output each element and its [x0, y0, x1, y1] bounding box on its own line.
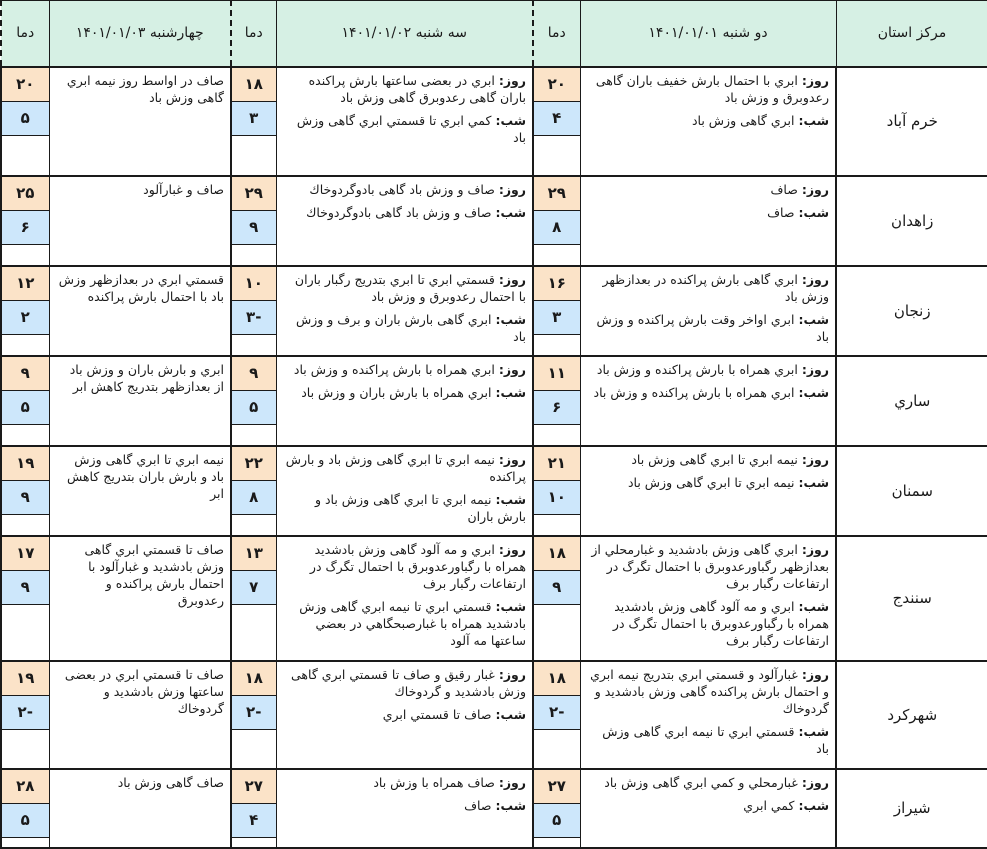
day-text: ابري گاهی بارش پراكنده در بعدازظهر وزش باد: [602, 271, 829, 304]
night-forecast: [589, 384, 830, 401]
night-text: كمي ابري: [743, 797, 795, 813]
day-forecast: [589, 774, 830, 791]
max-temp: ۲۹: [534, 177, 580, 211]
night-forecast: [589, 474, 830, 491]
night-label: شب:: [495, 384, 526, 400]
min-temp: -۲: [534, 696, 580, 730]
day3-text: صاف تا قسمتي ابري گاهی وزش بادشديد و غبارآلود با احتمال بارش پراكنده و رعدوبرق: [84, 541, 224, 608]
forecast-d2: [276, 661, 533, 769]
day-label: روز:: [498, 181, 526, 197]
temp-cell-d2: [231, 266, 276, 356]
max-temp: ۱۱: [534, 357, 580, 391]
temp-cell-d3: [1, 356, 49, 446]
forecast-d2: [276, 176, 533, 266]
day-text: ابري همراه با بارش پراكنده و وزش باد: [293, 361, 495, 377]
night-forecast: [285, 204, 527, 221]
max-temp: ۱۳: [232, 537, 276, 571]
city-name: زنجان: [836, 266, 987, 356]
max-temp: ۱۰: [232, 267, 276, 301]
night-forecast: [285, 384, 527, 401]
forecast-d3: [49, 176, 231, 266]
night-forecast: [589, 112, 830, 129]
min-temp: ۸: [534, 211, 580, 245]
table-row: [1, 266, 987, 356]
night-label: شب:: [798, 474, 829, 490]
table-row: [1, 536, 987, 661]
max-temp: ۱۸: [534, 537, 580, 571]
day-label: روز:: [498, 271, 526, 287]
temp-cell-d3: [1, 266, 49, 356]
day-label: روز:: [801, 271, 829, 287]
night-label: شب:: [495, 204, 526, 220]
forecast-d3: [49, 67, 231, 176]
forecast-d3: [49, 536, 231, 661]
forecast-d1: [580, 176, 836, 266]
night-forecast: [285, 311, 527, 345]
max-temp: ۲۰: [534, 68, 580, 102]
max-temp: ۲۷: [232, 770, 276, 804]
forecast-d1: [580, 67, 836, 176]
min-temp: ۹: [2, 571, 49, 605]
night-text: ابري همراه با بارش پراكنده و وزش باد: [593, 384, 795, 400]
max-temp: ۱۹: [2, 447, 49, 481]
day-label: روز:: [801, 774, 829, 790]
forecast-d2: [276, 356, 533, 446]
min-temp: ۷: [232, 571, 276, 605]
min-temp: ۴: [534, 102, 580, 136]
night-forecast: [285, 797, 527, 814]
table-row: [1, 67, 987, 176]
table-row: [1, 769, 987, 848]
temp-cell-d3: [1, 661, 49, 769]
temp-cell-d2: [231, 536, 276, 661]
day-text: نيمه ابري تا ابري گاهی وزش باد: [631, 451, 798, 467]
forecast-d1: [580, 446, 836, 536]
min-temp: ۵: [2, 391, 49, 425]
day-text: صاف: [770, 181, 798, 197]
min-temp: ۸: [232, 481, 276, 515]
temp-cell-d2: [231, 446, 276, 536]
city-name: زاهدان: [836, 176, 987, 266]
night-text: صاف: [464, 797, 492, 813]
day-label: روز:: [498, 774, 526, 790]
day-label: روز:: [801, 361, 829, 377]
forecast-d1: [580, 266, 836, 356]
max-temp: ۲۸: [2, 770, 49, 804]
night-label: شب:: [495, 311, 526, 327]
max-temp: ۲۷: [534, 770, 580, 804]
day-label: روز:: [801, 181, 829, 197]
day-forecast: [589, 666, 830, 717]
min-temp: ۵: [534, 804, 580, 838]
min-temp: ۵: [2, 804, 49, 838]
night-text: نيمه ابري تا ابري گاهی وزش باد و بارش باران: [314, 491, 526, 524]
night-label: شب:: [798, 723, 829, 739]
day-forecast: [285, 181, 527, 198]
day-text: ابري در بعضی ساعتها بارش پراكنده باران گاهی رعدوبرق گاهی وزش باد: [308, 72, 526, 105]
min-temp: ۶: [534, 391, 580, 425]
night-forecast: [589, 797, 830, 814]
night-forecast: [285, 491, 527, 525]
day-label: روز:: [801, 451, 829, 467]
day-text: غبارمحلي و كمي ابري گاهی وزش باد: [604, 774, 798, 790]
night-text: كمي ابري تا قسمتي ابري گاهی وزش باد: [296, 112, 526, 145]
min-temp: ۱۰: [534, 481, 580, 515]
night-text: صاف: [767, 204, 795, 220]
forecast-d2: [276, 266, 533, 356]
temp-cell-d1: [533, 661, 580, 769]
day3-text: صاف و غبارآلود: [143, 181, 224, 197]
day-forecast: [285, 451, 527, 485]
temp-cell-d2: [231, 661, 276, 769]
header-temp-day2: دما: [231, 1, 276, 67]
night-forecast: [285, 706, 527, 723]
day3-text: نيمه ابري تا ابري گاهی وزش باد و بارش باران بتدريج كاهش ابر: [66, 451, 224, 501]
temp-cell-d1: [533, 67, 580, 176]
header-row: [1, 1, 987, 67]
day-forecast: [285, 541, 527, 592]
city-name: ساري: [836, 356, 987, 446]
day3-text: صاف در اواسط روز نيمه ابري گاهی وزش باد: [66, 72, 224, 105]
night-label: شب:: [495, 706, 526, 722]
day-forecast: [589, 72, 830, 106]
temp-cell-d1: [533, 769, 580, 848]
day-label: روز:: [498, 541, 526, 557]
max-temp: ۹: [232, 357, 276, 391]
max-temp: ۲۲: [232, 447, 276, 481]
day-forecast: [589, 541, 830, 592]
min-temp: ۵: [2, 102, 49, 136]
temp-cell-d1: [533, 356, 580, 446]
day3-text: ابري و بارش باران و وزش باد از بعدازظهر بتدريج كاهش ابر: [69, 361, 224, 394]
temp-cell-d3: [1, 67, 49, 176]
max-temp: ۲۰: [2, 68, 49, 102]
night-text: نيمه ابري تا ابري گاهی وزش باد: [627, 474, 795, 490]
temp-cell-d3: [1, 176, 49, 266]
day3-text: قسمتي ابري در بعدازظهر وزش باد با احتمال بارش پراكنده: [58, 271, 224, 304]
temp-cell-d1: [533, 266, 580, 356]
min-temp: -۳: [232, 301, 276, 335]
day3-text: صاف تا قسمتي ابري در بعضی ساعتها وزش بادشديد و گردوخاك: [64, 666, 224, 716]
day3-text: صاف گاهی وزش باد: [117, 774, 224, 790]
temp-cell-d2: [231, 176, 276, 266]
header-temp-day1: دما: [533, 1, 580, 67]
max-temp: ۱۸: [232, 68, 276, 102]
day-label: روز:: [801, 666, 829, 682]
header-day2: سه شنبه ۱۴۰۱/۰۱/۰۲: [276, 1, 533, 67]
header-day1: دو شنبه ۱۴۰۱/۰۱/۰۱: [580, 1, 836, 67]
temp-cell-d1: [533, 176, 580, 266]
temp-cell-d1: [533, 536, 580, 661]
min-temp: -۲: [2, 696, 49, 730]
day-label: روز:: [498, 361, 526, 377]
forecast-d3: [49, 356, 231, 446]
temp-cell-d1: [533, 446, 580, 536]
table-row: [1, 176, 987, 266]
night-label: شب:: [798, 204, 829, 220]
night-forecast: [589, 311, 830, 345]
day-forecast: [589, 451, 830, 468]
day-text: قسمتي ابري تا ابري بتدريج رگبار باران با احتمال رعدوبرق و وزش باد: [294, 271, 526, 304]
day-text: ابري با احتمال بارش خفيف باران گاهی رعدوبرق و وزش باد: [595, 72, 829, 105]
day-forecast: [589, 271, 830, 305]
night-forecast: [285, 598, 527, 649]
day-forecast: [285, 361, 527, 378]
max-temp: ۲۵: [2, 177, 49, 211]
min-temp: ۹: [2, 481, 49, 515]
min-temp: -۲: [232, 696, 276, 730]
city-name: سنندج: [836, 536, 987, 661]
min-temp: ۲: [2, 301, 49, 335]
city-name: شهركرد: [836, 661, 987, 769]
night-text: قسمتي ابري تا نيمه ابري گاهی وزش بادشديد همراه با غبارصبحگاهي در بعضي ساعتها مه آلود: [299, 598, 526, 648]
forecast-d1: [580, 356, 836, 446]
night-label: شب:: [495, 797, 526, 813]
temp-cell-d2: [231, 769, 276, 848]
forecast-d2: [276, 446, 533, 536]
day-forecast: [285, 774, 527, 791]
night-label: شب:: [495, 112, 526, 128]
day-label: روز:: [801, 72, 829, 88]
night-text: قسمتي ابري تا نيمه ابري گاهی وزش باد: [602, 723, 829, 756]
night-forecast: [285, 112, 527, 146]
table-row: [1, 446, 987, 536]
max-temp: ۹: [2, 357, 49, 391]
min-temp: ۹: [534, 571, 580, 605]
max-temp: ۲۹: [232, 177, 276, 211]
day-forecast: [285, 271, 527, 305]
night-label: شب:: [798, 598, 829, 614]
max-temp: ۱۷: [2, 537, 49, 571]
min-temp: ۳: [232, 102, 276, 136]
max-temp: ۱۲: [2, 267, 49, 301]
night-forecast: [589, 598, 830, 649]
day-text: ابري و مه آلود گاهی وزش بادشديد همراه با رگباورعدوبرق با احتمال تگرگ در ارتفاعات رگبار برف: [309, 541, 526, 591]
day-text: غبار رقيق و صاف تا قسمتي ابري گاهی وزش بادشديد و گردوخاك: [291, 666, 526, 699]
night-forecast: [589, 723, 830, 757]
header-day3: چهارشنبه ۱۴۰۱/۰۱/۰۳: [49, 1, 231, 67]
night-text: ابري همراه با بارش باران و وزش باد: [301, 384, 492, 400]
temp-cell-d3: [1, 769, 49, 848]
night-label: شب:: [798, 112, 829, 128]
night-label: شب:: [798, 384, 829, 400]
min-temp: ۶: [2, 211, 49, 245]
temp-cell-d2: [231, 356, 276, 446]
day-forecast: [589, 181, 830, 198]
city-name: شيراز: [836, 769, 987, 848]
forecast-d3: [49, 661, 231, 769]
forecast-d3: [49, 769, 231, 848]
forecast-d1: [580, 536, 836, 661]
night-text: صاف و وزش باد گاهی بادوگردوخاك: [306, 204, 492, 220]
forecast-d3: [49, 266, 231, 356]
night-label: شب:: [495, 598, 526, 614]
day-text: غبارآلود و قسمتي ابري بتدريج نيمه ابري و احتمال بارش پراكنده گاهی وزش بادشديد و گردوخاك: [590, 666, 829, 716]
max-temp: ۱۹: [2, 662, 49, 696]
day-label: روز:: [498, 72, 526, 88]
night-forecast: [589, 204, 830, 221]
min-temp: ۳: [534, 301, 580, 335]
min-temp: ۵: [232, 391, 276, 425]
max-temp: ۱۶: [534, 267, 580, 301]
max-temp: ۱۸: [232, 662, 276, 696]
day-label: روز:: [498, 666, 526, 682]
day-forecast: [285, 72, 527, 106]
day-text: صاف و وزش باد گاهی بادوگردوخاك: [309, 181, 495, 197]
day-forecast: [285, 666, 527, 700]
min-temp: ۴: [232, 804, 276, 838]
max-temp: ۲۱: [534, 447, 580, 481]
header-province-center: مركز استان: [836, 1, 987, 67]
table-row: [1, 356, 987, 446]
table-row: [1, 661, 987, 769]
city-name: سمنان: [836, 446, 987, 536]
night-label: شب:: [798, 311, 829, 327]
night-text: ابري گاهی بارش باران و برف و وزش باد: [295, 311, 526, 344]
forecast-d2: [276, 536, 533, 661]
header-temp-day3: دما: [1, 1, 49, 67]
day-label: روز:: [498, 451, 526, 467]
forecast-d1: [580, 661, 836, 769]
forecast-d2: [276, 769, 533, 848]
night-label: شب:: [495, 491, 526, 507]
day-text: ابري گاهی وزش بادشديد و غبارمحلي از بعدازظهر رگباورعدوبرق با احتمال تگرگ در ارتفاعات رگبار برف: [591, 541, 829, 591]
min-temp: ۹: [232, 211, 276, 245]
day-text: نيمه ابري تا ابري گاهی وزش باد و بارش پراكنده: [285, 451, 526, 484]
temp-cell-d2: [231, 67, 276, 176]
max-temp: ۱۸: [534, 662, 580, 696]
day-forecast: [589, 361, 830, 378]
day-label: روز:: [801, 541, 829, 557]
night-text: ابري اواخر وقت بارش پراكنده و وزش باد: [596, 311, 829, 344]
night-text: ابري و مه آلود گاهی وزش بادشديد همراه با رگباورعدوبرق با احتمال تگرگ در ارتفاعات رگبار برف: [612, 598, 829, 648]
day-text: ابري همراه با بارش پراكنده و وزش باد: [596, 361, 798, 377]
temp-cell-d3: [1, 536, 49, 661]
city-name: خرم آباد: [836, 67, 987, 176]
night-text: صاف تا قسمتي ابري: [382, 706, 492, 722]
night-text: ابري گاهی وزش باد: [691, 112, 795, 128]
forecast-d3: [49, 446, 231, 536]
temp-cell-d3: [1, 446, 49, 536]
forecast-d2: [276, 67, 533, 176]
day-text: صاف همراه با وزش باد: [373, 774, 495, 790]
forecast-d1: [580, 769, 836, 848]
night-label: شب:: [798, 797, 829, 813]
